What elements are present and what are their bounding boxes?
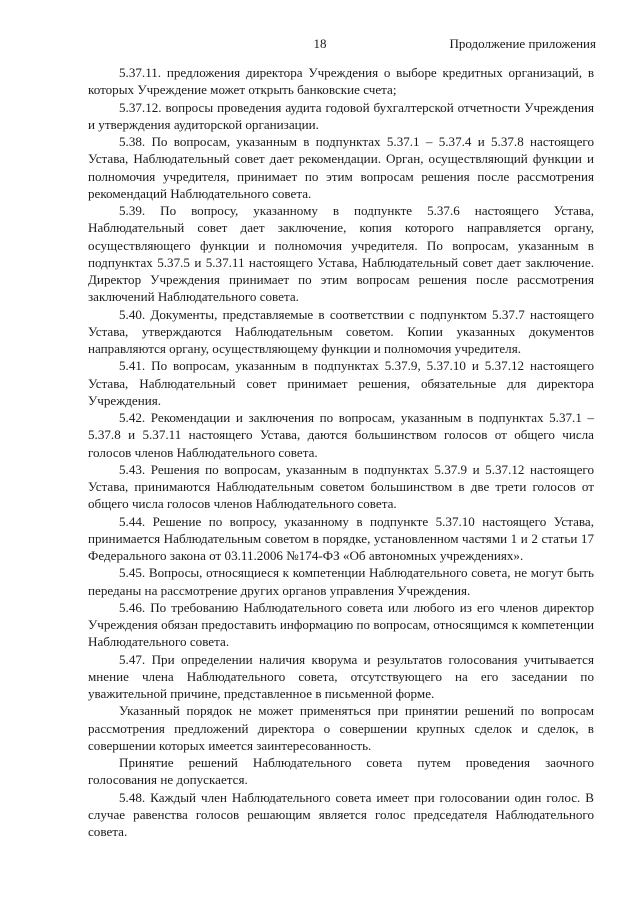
page-number: 18 bbox=[313, 36, 327, 51]
paragraph-5-45: 5.45. Вопросы, относящиеся к компетенции Наблюдательного совета, не могут быть переданы на рассмотрение других органов управления Учреждения. bbox=[88, 565, 594, 598]
paragraph-5-48: 5.48. Каждый член Наблюдательного совета имеет при голосовании один голос. В случае равенства голосов решающим является голос председателя Наблюдательного совета. bbox=[88, 789, 594, 839]
paragraph-5-37-12: 5.37.12. вопросы проведения аудита годовой бухгалтерской отчетности Учреждения и утверждения аудиторской организации. bbox=[88, 99, 594, 132]
running-title: Продолжение приложения bbox=[449, 36, 596, 51]
paragraph-5-39: 5.39. По вопросу, указанному в подпункте 5.37.6 настоящего Устава, Наблюдательный совет дает заключение, копия которого направляется органу, осуществляющего функции и полномочия учредителя. По вопросам, указанным в подпунктах 5.37.5 и 5.37.11 настоящего Устава, Наблюдательный совет дает заключение. Директор Учреждения принимает по этим вопросам решения после рассмотрения заключений Наблюдательного совета. bbox=[88, 203, 594, 305]
paragraph-5-38: 5.38. По вопросам, указанным в подпунктах 5.37.1 – 5.37.4 и 5.37.8 настоящего Устава, Наблюдательный совет дает рекомендации. Орган, осуществляющий функции и полномочия учредителя, принимает по этим вопросам решения после рассмотрения рекомендаций Наблюдательного совета. bbox=[88, 134, 594, 201]
paragraph-5-42: 5.42. Рекомендации и заключения по вопросам, указанным в подпунктах 5.37.1 – 5.37.8 и 5.37.11 настоящего Устава, даются большинством голосов от общего числа голосов членов Наблюдательного совета. bbox=[88, 410, 594, 460]
paragraph-5-43: 5.43. Решения по вопросам, указанным в подпунктах 5.37.9 и 5.37.12 настоящего Устава, принимаются Наблюдательным советом большинством в две трети голосов от общего числа голосов членов Наблюдательного совета. bbox=[88, 461, 594, 512]
paragraph-5-44: 5.44. Решение по вопросу, указанному в подпункте 5.37.10 настоящего Устава, принимается Наблюдательным советом в порядке, установленном частями 1 и 2 статьи 17 Федерального закона от 03.11.2006 №174-ФЗ «Об автономных учреждениях». bbox=[88, 513, 594, 563]
paragraph-5-46: 5.46. По требованию Наблюдательного совета или любого из его членов директор Учреждения обязан предоставить информацию по вопросам, относящимся к компетенции Наблюдательного совета. bbox=[88, 599, 594, 650]
paragraph-5-47-absentee-voting: Принятие решений Наблюдательного совета путем проведения заочного голосования не допускается. bbox=[88, 755, 594, 788]
paragraph-5-41: 5.41. По вопросам, указанным в подпунктах 5.37.9, 5.37.10 и 5.37.12 настоящего Устава, Наблюдательный совет принимает решения, обязательные для директора Учреждения. bbox=[88, 358, 594, 408]
paragraph-5-47: 5.47. При определении наличия кворума и результатов голосования учитывается мнение члена Наблюдательного совета, отсутствующего на его заседании по уважительной причине, представленное в письменной форме. bbox=[88, 651, 594, 701]
paragraph-5-37-11: 5.37.11. предложения директора Учреждения о выборе кредитных организаций, в которых Учреждение может открыть банковские счета; bbox=[88, 65, 594, 98]
paragraph-5-47-exception: Указанный порядок не может применяться при принятии решений по вопросам рассмотрения предложений директора о совершении крупных сделок и сделок, в совершении которых имеется заинтересованность. bbox=[88, 703, 594, 753]
paragraph-5-40: 5.40. Документы, представляемые в соответствии с подпунктом 5.37.7 настоящего Устава, утверждаются Наблюдательным советом. Копии указанных документов направляются органу, осуществляющему функции и полномочия учредителя. bbox=[88, 306, 594, 356]
document-body bbox=[88, 64, 594, 840]
